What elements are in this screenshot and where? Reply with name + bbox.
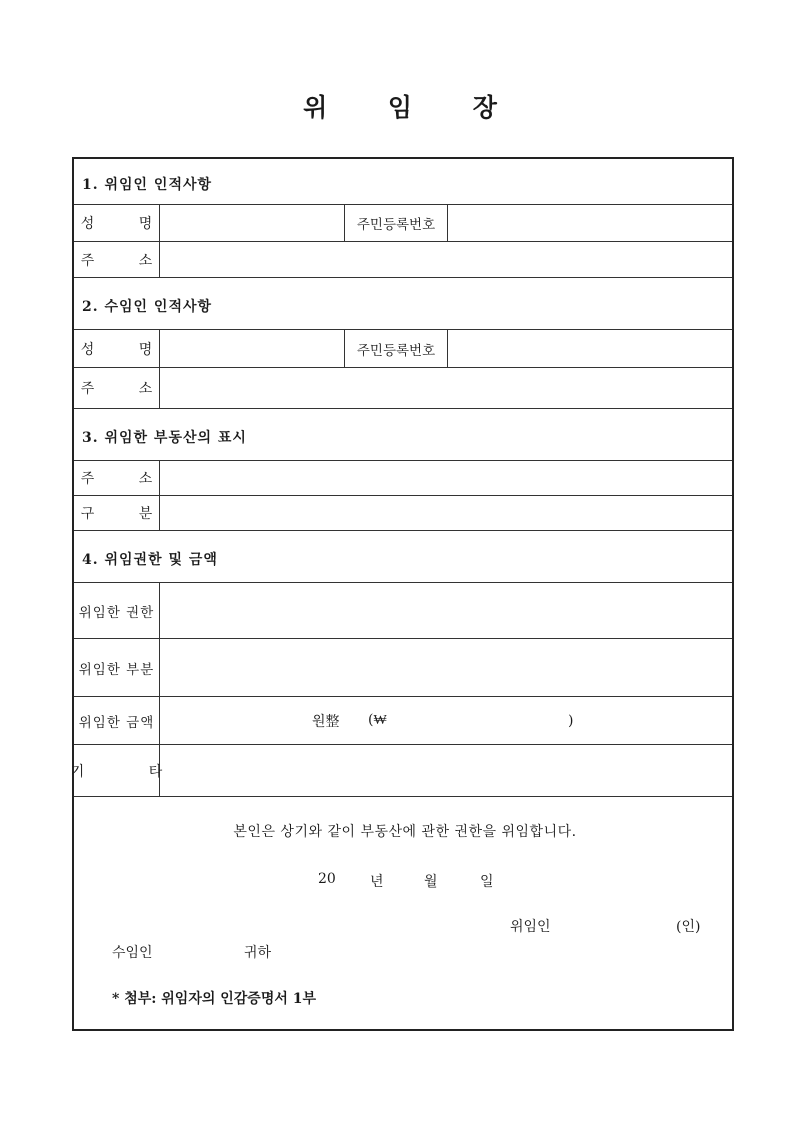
delegated-rights-field[interactable]: [160, 583, 732, 638]
date-day-label: 일: [480, 874, 494, 890]
date-year-label: 년: [370, 874, 384, 890]
delegate-address-field[interactable]: [160, 368, 732, 408]
delegated-rights-label: 위임한 권한: [74, 583, 160, 638]
date-month-label: 월: [424, 874, 438, 890]
other-row: [70, 745, 732, 797]
delegated-amount-label: 위임한 금액: [74, 697, 160, 744]
delegated-rights-row: [74, 583, 732, 639]
delegate-name-field[interactable]: [160, 330, 344, 367]
delegation-statement: 본인은 상기와 같이 부동산에 관한 권한을 위임합니다.: [233, 824, 577, 840]
recipient-suffix: 귀하: [244, 945, 272, 961]
delegated-amount-row: [74, 697, 732, 745]
delegate-address-label: 주 소: [74, 368, 160, 408]
delegate-name-row: [74, 330, 732, 368]
delegated-part-row: [74, 639, 732, 697]
amount-won-text: 원整: [312, 713, 340, 730]
delegator-address-label: 주 소: [74, 242, 160, 277]
section-2-header: [74, 278, 732, 330]
delegated-part-field[interactable]: [160, 639, 732, 696]
property-category-row: [74, 496, 732, 531]
other-label: 기 타: [74, 745, 160, 796]
delegator-id-label: 주민등록번호: [344, 205, 448, 241]
delegate-id-field[interactable]: [448, 330, 732, 367]
document-title: 위 임 장: [303, 93, 523, 122]
delegator-name-field[interactable]: [160, 205, 344, 241]
section-2-heading: 2. 수임인 인적사항: [82, 299, 213, 315]
delegate-id-label: 주민등록번호: [344, 330, 448, 367]
recipient-label: 수임인: [112, 945, 153, 961]
date-year-prefix: 20: [318, 871, 336, 887]
delegator-id-field[interactable]: [448, 205, 732, 241]
property-address-label: 주 소: [74, 461, 160, 495]
section-4-header: [74, 531, 732, 583]
delegator-address-field[interactable]: [160, 242, 732, 277]
property-address-field[interactable]: [160, 461, 732, 495]
delegator-name-label: 성 명: [74, 205, 160, 241]
section-3-heading: 3. 위임한 부동산의 표시: [82, 430, 247, 446]
amount-paren-open: (₩: [368, 712, 387, 728]
property-category-field[interactable]: [160, 496, 732, 530]
section-3-header: [74, 409, 732, 461]
section-1-heading: 1. 위임인 인적사항: [82, 177, 213, 193]
delegator-seal-mark: (인): [676, 919, 701, 935]
delegated-part-label: 위임한 부분: [74, 639, 160, 696]
section-1-header: [74, 159, 732, 205]
property-address-row: [74, 461, 732, 496]
delegator-sign-label: 위임인: [510, 919, 551, 935]
delegator-name-row: [74, 205, 732, 242]
property-category-label: 구 분: [74, 496, 160, 530]
delegate-name-label: 성 명: [74, 330, 160, 367]
amount-paren-close: ): [568, 712, 574, 729]
attachment-note: * 첨부: 위임자의 인감증명서 1부: [112, 991, 317, 1007]
delegate-address-row: [74, 368, 732, 409]
other-field[interactable]: [160, 745, 732, 796]
section-4-heading: 4. 위임권한 및 금액: [82, 552, 218, 568]
delegated-amount-field[interactable]: [394, 697, 564, 744]
statement-area: [74, 797, 732, 1031]
form-frame: [72, 157, 734, 1031]
delegator-address-row: [74, 242, 732, 278]
